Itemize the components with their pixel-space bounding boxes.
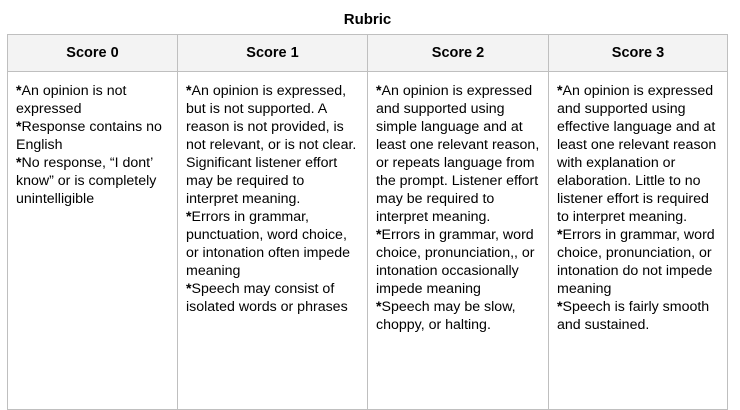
bullet-marker: * [16,83,22,99]
criterion-text: Speech may be slow, choppy, or halting. [376,299,516,333]
bullet-marker: * [16,119,22,135]
criterion-text: Errors in grammar, punctuation, word choice, or intonation often impede meaning [186,209,351,279]
criterion-text: Speech may consist of isolated words or phrases [186,281,348,315]
criteria-row [8,72,728,410]
criterion-item [557,226,719,298]
bullet-marker: * [557,299,563,315]
criterion-item [557,298,719,334]
score-0-cell [8,72,178,410]
header-row [8,35,728,72]
criterion-item [186,280,359,316]
criterion-item [16,82,169,118]
bullet-marker: * [376,227,382,243]
score-0-header: Score 0 [8,35,178,72]
bullet-marker: * [376,83,382,99]
bullet-marker: * [186,83,192,99]
criterion-text: An opinion is expressed and supported using effective language and at least one relevant reason with explanation or elaboration. Little to no listener effort is required to interpret meaning. [557,83,717,225]
score-2-header: Score 2 [368,35,549,72]
rubric-table [7,34,728,410]
criterion-text: Errors in grammar, word choice, pronunciation,, or intonation occasionally impede meaning [376,227,535,297]
criterion-text: No response, “I dont’ know” or is completely unintelligible [16,155,157,207]
criterion-item [16,118,169,154]
score-1-cell [178,72,368,410]
score-3-header: Score 3 [549,35,728,72]
criterion-text: An opinion is expressed, but is not supported. A reason is not provided, is not relevant, or is not clear. Significant listener effort may be required to interpret meaning. [186,83,357,207]
score-2-cell [368,72,549,410]
criterion-item [376,226,540,298]
bullet-marker: * [376,299,382,315]
bullet-marker: * [16,155,22,171]
criterion-item [186,82,359,208]
page-title: Rubric [343,11,392,28]
bullet-marker: * [186,209,192,225]
criterion-item [376,82,540,226]
bullet-marker: * [186,281,192,297]
score-3-cell [549,72,728,410]
criterion-text: Speech is fairly smooth and sustained. [557,299,710,333]
score-1-header: Score 1 [178,35,368,72]
criterion-text: An opinion is not expressed [16,83,127,117]
criterion-item [376,298,540,334]
criterion-text: Errors in grammar, word choice, pronunciation, or intonation do not impede meaning [557,227,715,297]
bullet-marker: * [557,83,563,99]
bullet-marker: * [557,227,563,243]
criterion-item [186,208,359,280]
criterion-text: An opinion is expressed and supported using simple language and at least one relevant reason, or repeats language from the prompt. Listener effort may be required to interpret meaning. [376,83,540,225]
criterion-text: Response contains no English [16,119,162,153]
criterion-item [557,82,719,226]
criterion-item [16,154,169,208]
